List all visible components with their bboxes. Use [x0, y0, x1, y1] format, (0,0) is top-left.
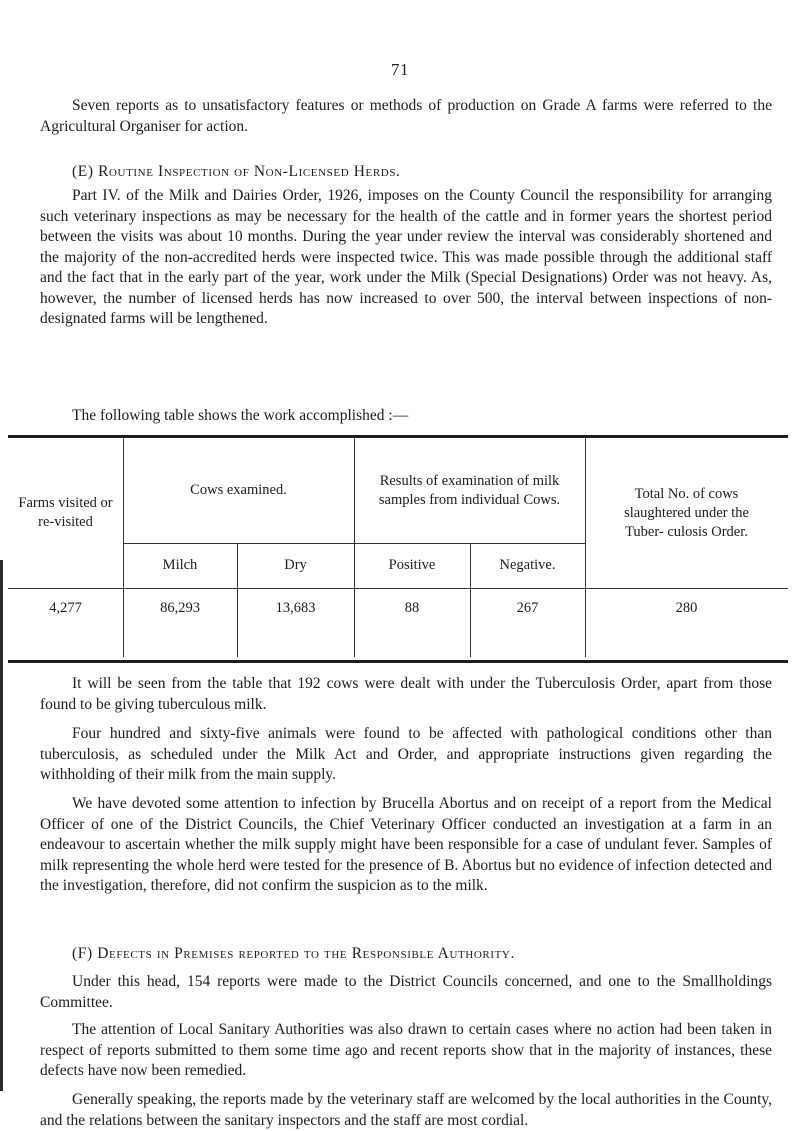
inspection-table	[8, 435, 788, 663]
header-results: Results of examination of milk samples from individual Cows.	[378, 472, 561, 508]
value-positive: 88	[404, 599, 420, 616]
header-cows-examined: Cows examined.	[190, 482, 287, 498]
paragraph-pathological-conditions: Four hundred and sixty-five animals were found to be affected with pathological conditions other than tuberculosis, as scheduled under the Milk Act and Order, and appropriate instructions given regarding the withholding of their milk from the main supply.	[40, 725, 772, 783]
header-dry: Dry	[284, 557, 307, 573]
section-heading-f: (F) Defects in Premises reported to the Responsible Authority.	[72, 945, 515, 962]
header-total-slaughtered: Total No. of cows slaughtered under the Tuber- culosis Order.	[624, 485, 749, 540]
header-positive: Positive	[388, 557, 436, 573]
value-dry: 13,683	[275, 599, 316, 616]
header-negative: Negative.	[499, 557, 556, 573]
paragraph-tuberculosis-order: It will be seen from the table that 192 cows were dealt with under the Tuberculosis Order, apart from those found to be giving tuberculous milk.	[40, 675, 772, 713]
scan-edge	[0, 560, 3, 1091]
paragraph-grade-a-reports: Seven reports as to unsatisfactory features or methods of production on Grade A farms were referred to the Agricultural Organiser for action.	[40, 97, 772, 135]
value-negative: 267	[516, 599, 539, 616]
table-lead-in: The following table shows the work accomplished :—	[72, 407, 409, 424]
page-number: 71	[391, 60, 409, 79]
value-total: 280	[675, 599, 698, 616]
paragraph-brucella: We have devoted some attention to infection by Brucella Abortus and on receipt of a report from the Medical Officer of one of the District Councils, the Chief Veterinary Officer conducted an investigation at a farm in an endeavour to ascertain whether the milk supply might have been responsible for a case of undulant fever. Samples of milk representing the whole herd were tested for the presence of B. Abortus but no evidence of infection detected and the investigation, therefore, did not confirm the suspicion as to the milk.	[40, 795, 772, 894]
paragraph-part-iv: Part IV. of the Milk and Dairies Order, 1926, imposes on the County Council the responsibility for arranging such veterinary inspections as may be necessary for the health of the cattle and in former years the shortest period between the visits was about 10 months. During the year under review the interval was considerably shortened and the majority of the non-accredited herds were inspected twice. This was made possible through the additional staff and the fact that in the early part of the year, work under the Milk (Special Designations) Order was not heavy. As, however, the number of licensed herds has now increased to over 500, the interval between inspections of non-designated farms will be lengthened.	[40, 187, 772, 327]
header-farms-visited: Farms visited or re-visited	[18, 495, 113, 530]
header-milch: Milch	[162, 557, 198, 573]
paragraph-cordial-relations: Generally speaking, the reports made by the veterinary staff are welcomed by the local authorities in the County, and the relations between the sanitary inspectors and the staff are most cordial.	[40, 1091, 772, 1129]
paragraph-local-authorities: The attention of Local Sanitary Authorities was also drawn to certain cases where no action had been taken in respect of reports submitted to them some time ago and recent reports show that in the majority of instances, these defects have now been remedied.	[40, 1021, 772, 1079]
section-heading-e: (E) Routine Inspection of Non-Licensed Herds.	[72, 163, 401, 180]
paragraph-reports-made: Under this head, 154 reports were made to the District Councils concerned, and one to the Smallholdings Committee.	[40, 973, 772, 1011]
value-farms: 4,277	[49, 599, 82, 616]
value-milch: 86,293	[160, 599, 200, 616]
